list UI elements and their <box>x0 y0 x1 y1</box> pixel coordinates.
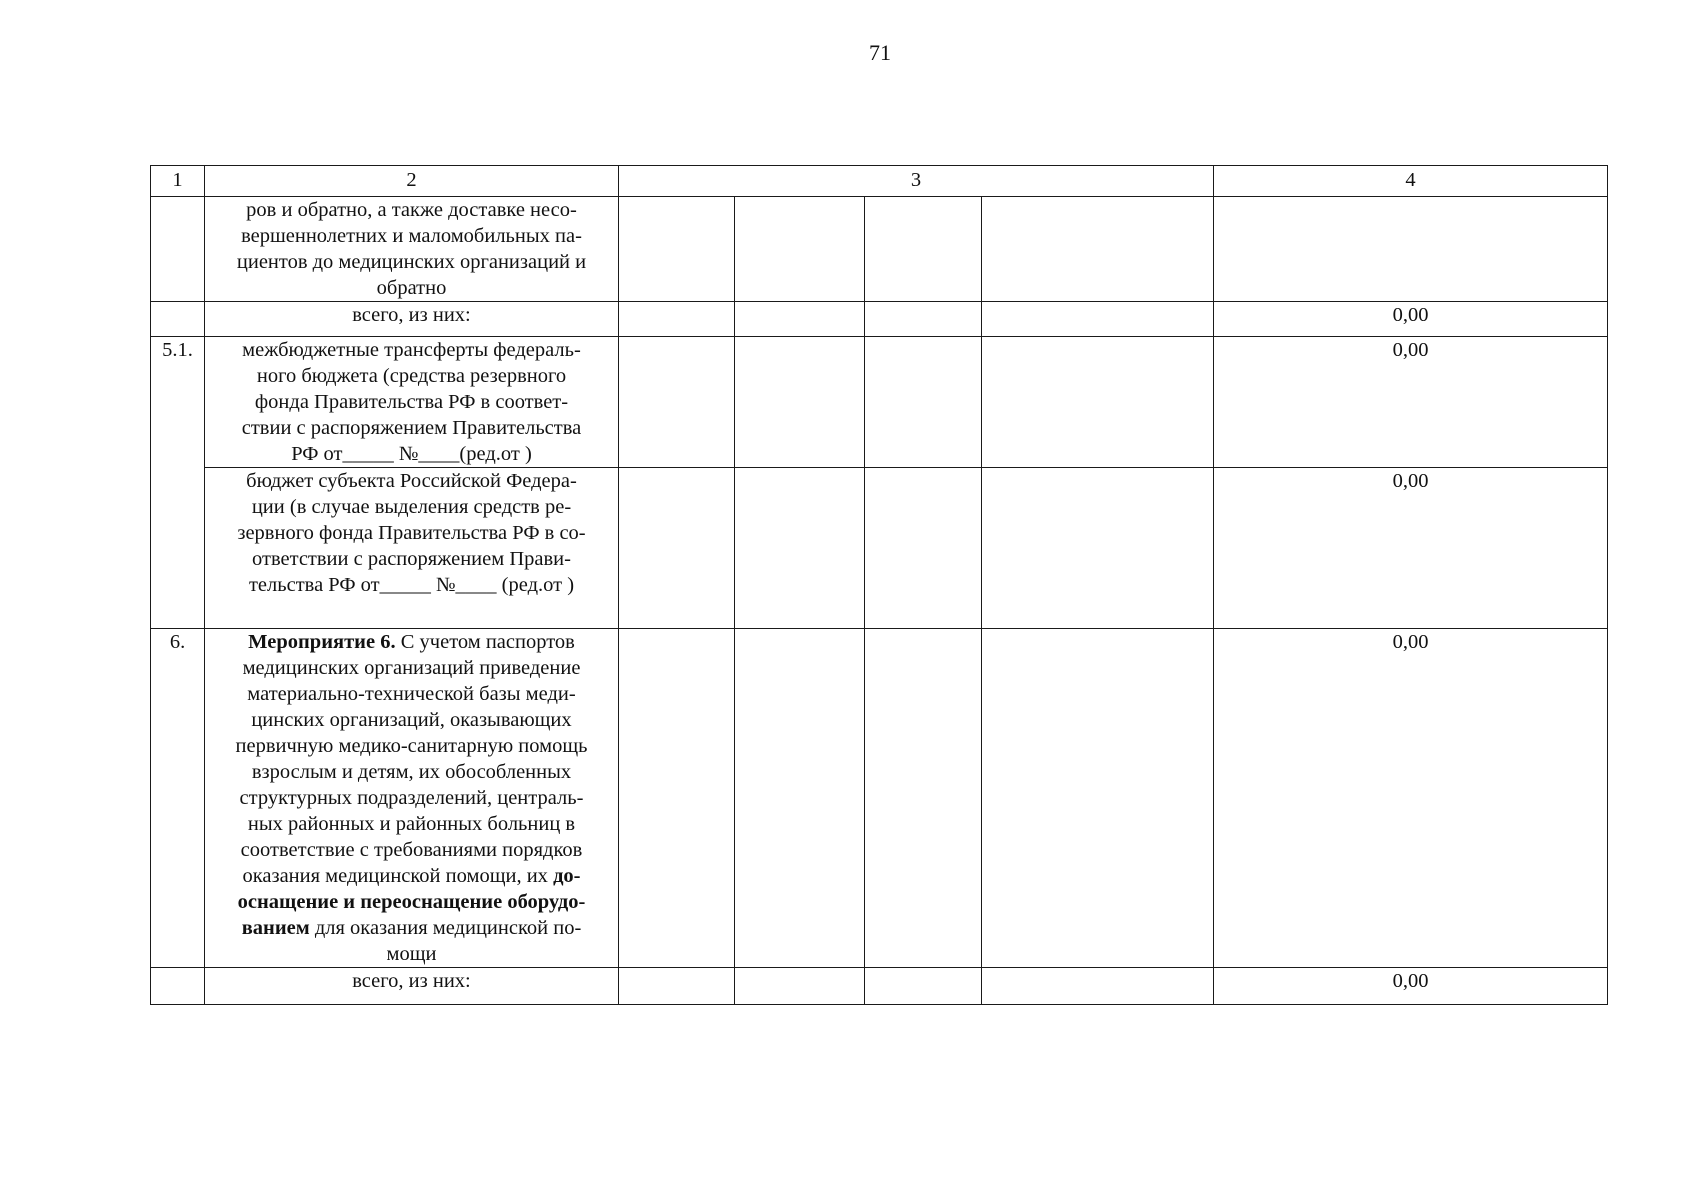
empty-cell <box>982 968 1214 1005</box>
empty-cell <box>735 337 865 468</box>
row-description <box>205 629 619 968</box>
row-description: всего, из них: <box>205 968 619 1005</box>
empty-cell <box>865 302 982 337</box>
empty-cell <box>982 302 1214 337</box>
empty-cell <box>735 468 865 629</box>
header-col-1: 1 <box>151 166 205 197</box>
empty-cell <box>865 968 982 1005</box>
table-row <box>151 968 1608 1005</box>
measure-title: Мероприятие 6. <box>248 631 396 653</box>
empty-cell <box>619 468 735 629</box>
empty-cell <box>735 629 865 968</box>
page-number: 71 <box>869 40 891 65</box>
row-number <box>151 197 205 302</box>
row-description: всего, из них: <box>205 302 619 337</box>
measure-text-b: для оказания медицинской по- мощи <box>314 917 582 965</box>
financing-table <box>150 165 1608 1005</box>
row-number: 6. <box>151 629 205 968</box>
header-col-4: 4 <box>1214 166 1608 197</box>
row-value: 0,00 <box>1214 337 1608 468</box>
row-value: 0,00 <box>1214 468 1608 629</box>
empty-cell <box>619 968 735 1005</box>
empty-cell <box>619 197 735 302</box>
row-number <box>151 968 205 1005</box>
row-number: 5.1. <box>151 337 205 629</box>
row-value: 0,00 <box>1214 968 1608 1005</box>
empty-cell <box>735 197 865 302</box>
empty-cell <box>865 197 982 302</box>
table-row <box>151 197 1608 302</box>
row-value <box>1214 197 1608 302</box>
empty-cell <box>619 302 735 337</box>
table-row <box>151 629 1608 968</box>
header-col-2: 2 <box>205 166 619 197</box>
empty-cell <box>735 968 865 1005</box>
table-header-row <box>151 166 1608 197</box>
table-row <box>151 302 1608 337</box>
table-row <box>151 468 1608 629</box>
empty-cell <box>982 629 1214 968</box>
header-col-3: 3 <box>619 166 1214 197</box>
table-row <box>151 337 1608 468</box>
empty-cell <box>865 468 982 629</box>
row-number <box>151 302 205 337</box>
empty-cell <box>982 197 1214 302</box>
empty-cell <box>735 302 865 337</box>
empty-cell <box>865 629 982 968</box>
row-description: бюджет субъекта Российской Федера- ции (в случае выделения средств ре- зервного фонда Правительства РФ в со- ответствии с распоряжением Прави- тельства РФ от_____ №____ (ред.от ) <box>205 468 619 629</box>
measure-text-a: С учетом паспортов медицинских организаций приведение материально-технической базы меди- цинских организаций, оказывающих первичную медико-санитарную помощь взрослым и детям, их обособленных структурных подразделений, централь- ных районных и районных больниц в соответствие с требованиями порядков оказания медицинской помощи, их <box>235 631 588 887</box>
row-description: межбюджетные трансферты федераль- ного бюджета (средства резервного фонда Правительства РФ в соответ- ствии с распоряжением Правительства РФ от_____ №____(ред.от ) <box>205 337 619 468</box>
empty-cell <box>865 337 982 468</box>
row-value: 0,00 <box>1214 302 1608 337</box>
empty-cell <box>619 337 735 468</box>
empty-cell <box>982 468 1214 629</box>
measure-text-bold: до- оснащение и переоснащение оборудо- ванием <box>237 865 586 939</box>
empty-cell <box>619 629 735 968</box>
row-value: 0,00 <box>1214 629 1608 968</box>
row-description: ров и обратно, а также доставке несо- вершеннолетних и маломобильных па- циентов до медицинских организаций и обратно <box>205 197 619 302</box>
empty-cell <box>982 337 1214 468</box>
